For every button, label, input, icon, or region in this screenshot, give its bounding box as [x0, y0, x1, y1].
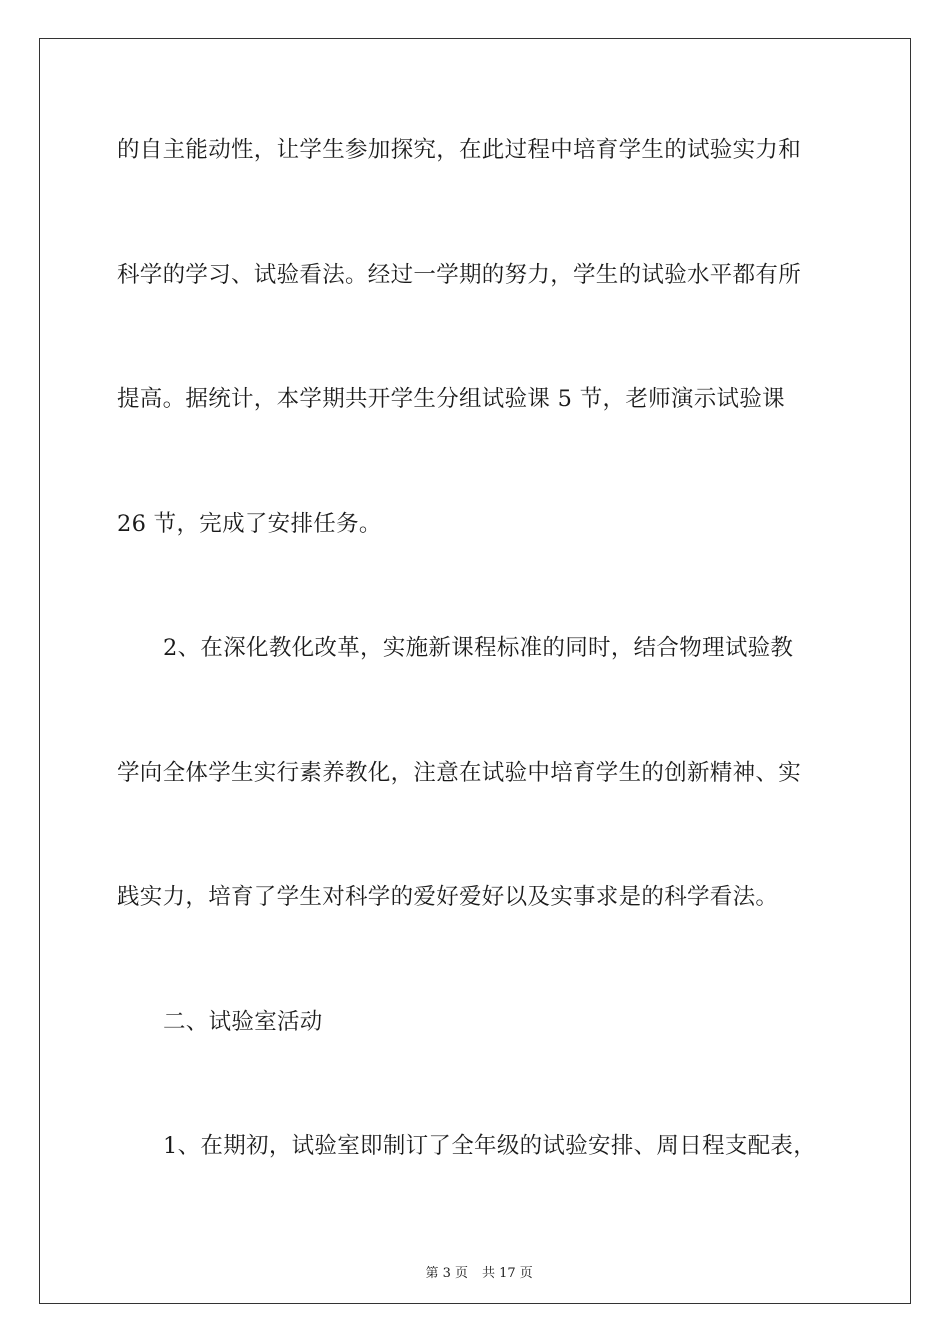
paragraph-line: 践实力，培育了学生对科学的爱好爱好以及实事求是的科学看法。 [117, 884, 779, 910]
paragraph-line: 的自主能动性，让学生参加探究，在此过程中培育学生的试验实力和 [117, 137, 802, 163]
page-number: 第 3 页 [425, 1266, 468, 1281]
paragraph-line: 26 节，完成了安排任务。 [117, 511, 382, 537]
paragraph-line: 学向全体学生实行素养教化，注意在试验中培育学生的创新精神、实 [117, 760, 802, 786]
paragraph-line: 2、在深化教化改革，实施新课程标准的同时，结合物理试验教 [163, 635, 794, 661]
page-footer [0, 1247, 950, 1283]
paragraph-line: 科学的学习、试验看法。经过一学期的努力，学生的试验水平都有所 [117, 262, 802, 288]
paragraph-line: 提高。据统计，本学期共开学生分组试验课 5 节，老师演示试验课 [117, 386, 785, 412]
paragraph-line: 1、在期初，试验室即制订了全年级的试验安排、周日程支配表， [163, 1133, 817, 1159]
page-border [39, 38, 911, 1304]
section-heading: 二、试验室活动 [163, 1009, 323, 1035]
total-pages: 共 17 页 [482, 1266, 533, 1281]
